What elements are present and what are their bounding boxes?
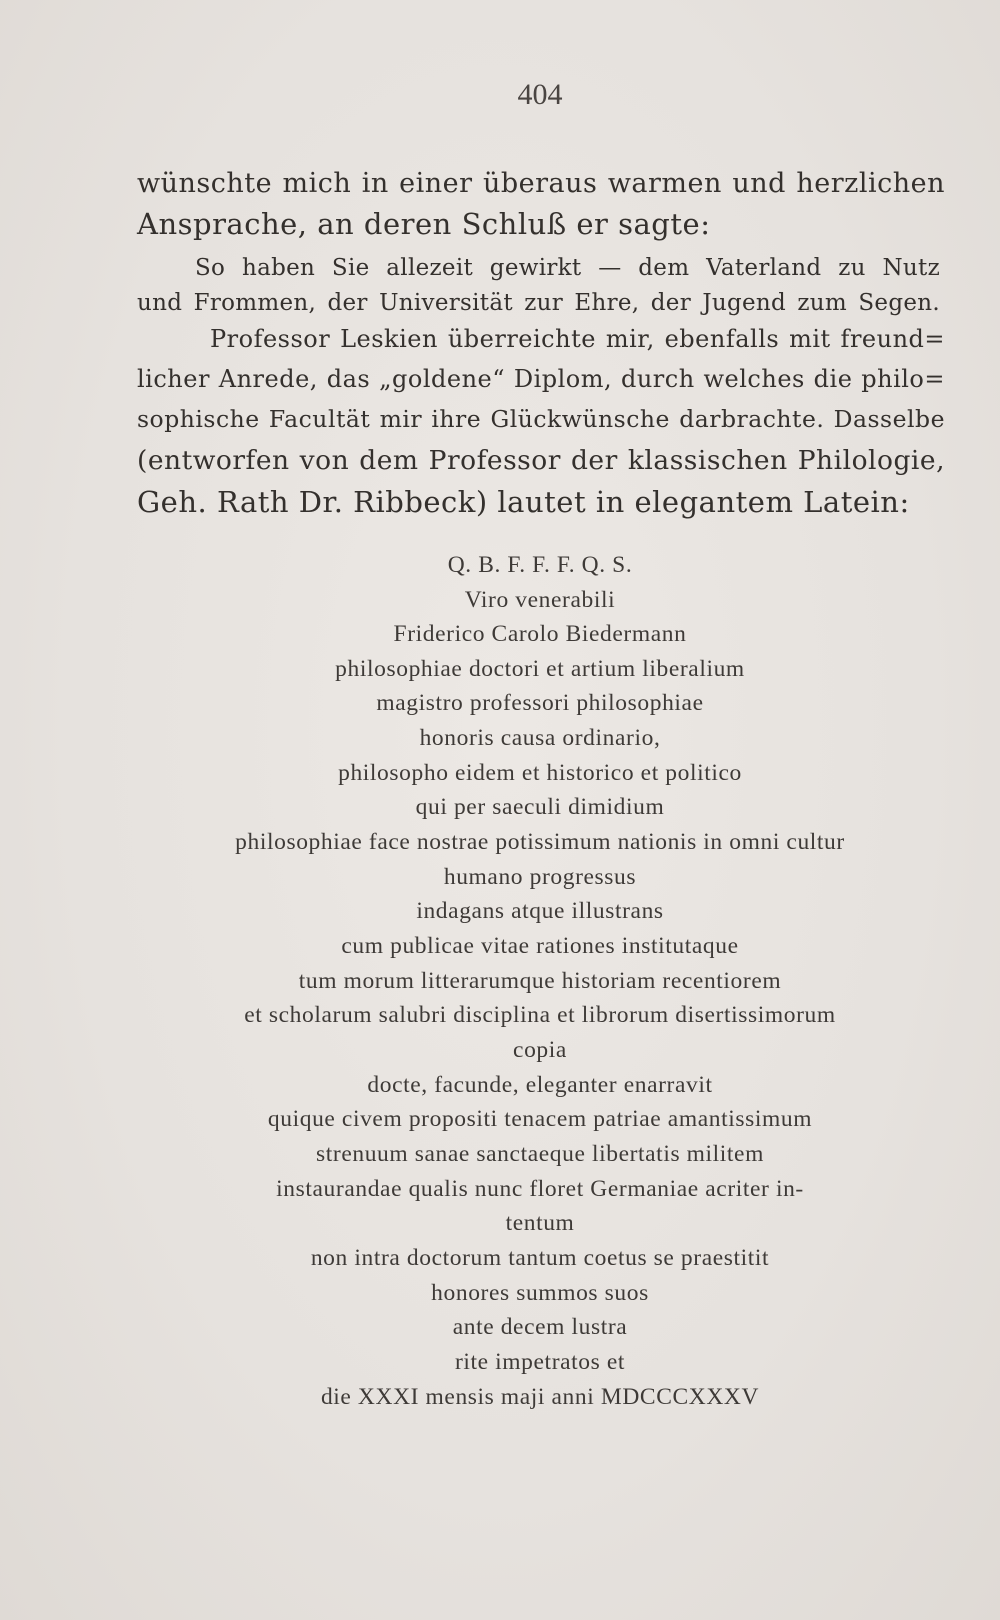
diploma-line: philosopho eidem et historico et politico	[338, 760, 742, 786]
diploma-line: rite impetratos et	[454, 1349, 626, 1375]
diploma-line: cum publicae vitae rationes institutaque	[341, 933, 739, 959]
diploma-line: docte, facunde, eleganter enarravit	[367, 1072, 713, 1098]
diploma-line: indagans atque illustrans	[416, 898, 664, 924]
paragraph-line: Geh. Rath Dr. Ribbeck) lautet in elegantem Latein:	[137, 485, 910, 519]
diploma-line: quique civem propositi tenacem patriae amantissimum	[267, 1106, 813, 1132]
diploma-line: ante decem lustra	[452, 1314, 628, 1340]
diploma-line: magistro professori philosophiae	[376, 690, 704, 716]
paragraph-line: (entworfen von dem Professor der klassischen Philologie,	[137, 445, 945, 476]
intro-line: wünschte mich in einer überaus warmen und herzlichen	[137, 168, 945, 199]
quote-line: So haben Sie allezeit gewirkt — dem Vaterland zu Nutz	[195, 255, 940, 281]
diploma-line: qui per saeculi dimidium	[415, 794, 665, 820]
diploma-line: honoris causa ordinario,	[419, 725, 661, 751]
diploma-line: tum morum litterarumque historiam recentiorem	[298, 968, 782, 994]
page-number: 404	[517, 78, 563, 111]
diploma-line: et scholarum salubri disciplina et librorum disertissimorum	[244, 1002, 836, 1028]
diploma-line: Q. B. F. F. F. Q. S.	[447, 552, 633, 578]
diploma-line: tentum	[505, 1210, 575, 1236]
diploma-line: Viro venerabili	[464, 587, 616, 613]
diploma-line: honores summos suos	[431, 1280, 649, 1306]
intro-line: Ansprache, an deren Schluß er sagte:	[137, 207, 711, 241]
paragraph-line: Professor Leskien überreichte mir, ebenfalls mit freund=	[210, 325, 945, 353]
diploma-line: non intra doctorum tantum coetus se praestitit	[310, 1245, 770, 1271]
diploma-line: copia	[513, 1037, 567, 1063]
diploma-line: instaurandae qualis nunc floret Germaniae acriter in-	[276, 1176, 804, 1202]
diploma-line: philosophiae doctori et artium liberalium	[335, 656, 745, 682]
diploma-line: die XXXI mensis maji anni MDCCCXXXV	[320, 1384, 760, 1410]
paragraph-line: sophische Facultät mir ihre Glückwünsche darbrachte. Dasselbe	[137, 405, 945, 433]
diploma-line: humano progressus	[443, 864, 637, 890]
quote-line: und Frommen, der Universität zur Ehre, der Jugend zum Segen.	[137, 290, 940, 316]
paragraph-line: licher Anrede, das „goldene“ Diplom, durch welches die philo=	[137, 365, 945, 393]
diploma-line: Friderico Carolo Biedermann	[393, 621, 687, 647]
diploma-line: strenuum sanae sanctaeque libertatis militem	[316, 1141, 764, 1167]
diploma-line: philosophiae face nostrae potissimum nationis in omni cultur	[235, 829, 845, 855]
